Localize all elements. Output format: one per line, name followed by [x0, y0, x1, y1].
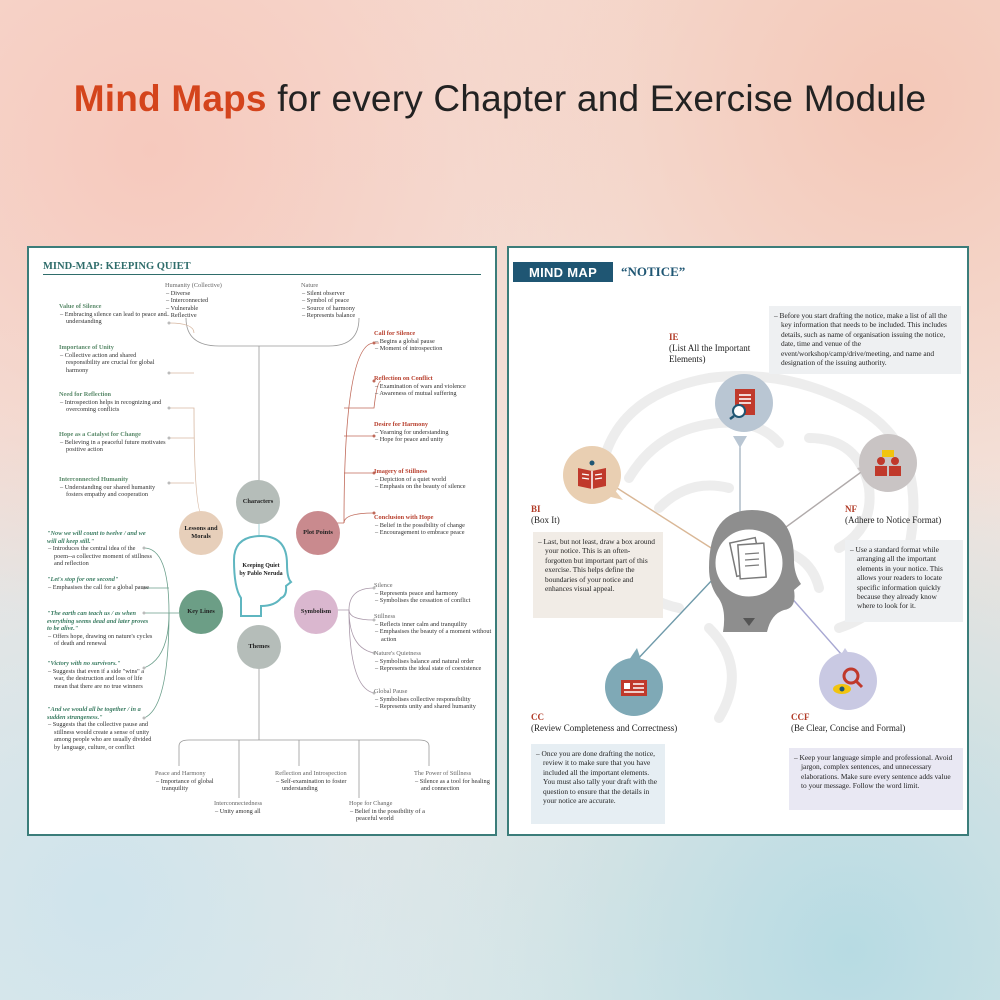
lesson-head: Importance of Unity — [59, 344, 114, 351]
theme-item: – Self-examination to foster understanding — [282, 778, 355, 793]
notice-mindmap-panel — [507, 246, 969, 836]
nf-code: NF — [845, 504, 857, 514]
page-headline — [0, 78, 1000, 120]
lesson-item: – Introspection helps in recognizing and overcoming conflicts — [66, 399, 167, 414]
plot-item: – Begins a global pause — [381, 338, 489, 346]
theme-node — [349, 800, 429, 823]
ccf-label-text: (Be Clear, Concise and Formal) — [791, 723, 906, 733]
theme-item: – Unity among all — [221, 808, 294, 816]
ccf-text: – Keep your language simple and professional. Avoid jargon, complex sentences, and unnecessary elaborations. Make sure every sentence adds value to your message. Follow the word limit. — [801, 753, 956, 791]
key-line-item: – Introduces the central idea of the poem--a collective moment of stillness and reflection — [54, 545, 153, 568]
key-line-node — [47, 530, 153, 568]
theme-head: Interconnectedness — [214, 800, 263, 807]
plot-item: – Awareness of mutual suffering — [381, 390, 492, 398]
plot-item: – Yearning for understanding — [381, 429, 492, 437]
symbol-item: – Symbolises the cessation of conflict — [381, 597, 492, 605]
humanity-item: – Diverse — [172, 290, 275, 298]
ie-label-text: (List All the Important Elements) — [669, 343, 751, 364]
humanity-item: – Vulnerable — [172, 305, 275, 313]
cc-text: – Once you are done drafting the notice, review it to make sure that you have included all the important elements. You must also tally your draft with the question to ensure that the details in your notice are accurate. — [543, 749, 658, 805]
nature-item: – Silent observer — [308, 290, 411, 298]
symbol-node — [374, 688, 492, 711]
symbol-item: – Emphasises the beauty of a moment without action — [381, 628, 492, 643]
theme-node — [214, 800, 294, 815]
plot-node — [374, 375, 492, 398]
theme-node — [275, 770, 355, 793]
theme-item: – Importance of global tranquility — [162, 778, 235, 793]
plot-item: – Examination of wars and violence — [381, 383, 492, 391]
ccf-code: CCF — [791, 712, 810, 722]
symbol-item: – Reflects inner calm and tranquility — [381, 621, 492, 629]
symbolism-bubble: Symbolism — [294, 590, 338, 634]
key-line-node — [47, 576, 153, 591]
plot-item: – Encouragement to embrace peace — [381, 529, 492, 537]
humanity-item: – Reflective — [172, 312, 275, 320]
lesson-head: Hope as a Catalyst for Change — [59, 431, 141, 438]
ccf-box — [789, 748, 963, 810]
plot-node — [374, 330, 489, 353]
lesson-item: – Understanding our shared humanity fosters empathy and cooperation — [66, 484, 167, 499]
key-line-item: – Offers hope, drawing on nature's cycles of death and renewal — [54, 633, 153, 648]
lesson-node — [59, 303, 169, 326]
nature-item: – Represents balance — [308, 312, 411, 320]
key-line-quote: "And we would all be together / in a sudden strangeness." — [47, 706, 141, 721]
bi-code: BI — [531, 504, 541, 514]
theme-head: Peace and Harmony — [155, 770, 206, 777]
plot-head: Conclusion with Hope — [374, 514, 434, 521]
plot-head: Imagery of Stillness — [374, 468, 428, 475]
lesson-item: – Embracing silence can lead to peace and understanding — [66, 311, 169, 326]
key-line-quote: "Now we will count to twelve / and we will all keep still." — [47, 530, 146, 545]
plot-item: – Moment of introspection — [381, 345, 489, 353]
ccf-label — [791, 712, 951, 734]
humanity-node — [165, 282, 275, 320]
lesson-head: Value of Silence — [59, 303, 102, 310]
lessons-bubble: Lessons and Morals — [179, 511, 223, 555]
key-line-quote: "Let's stop for one second" — [47, 576, 119, 583]
lesson-head: Interconnected Humanity — [59, 476, 129, 483]
symbol-node — [374, 613, 492, 643]
plot-node — [374, 468, 492, 491]
key-line-node — [47, 706, 153, 752]
key-line-node — [47, 610, 153, 648]
plot-item: – Belief in the possibility of change — [381, 522, 492, 530]
symbol-item: – Represents unity and shared humanity — [381, 703, 492, 711]
cc-code: CC — [531, 712, 544, 722]
symbol-item: – Represents the ideal state of coexistence — [381, 665, 492, 673]
theme-node — [414, 770, 494, 793]
humanity-item: – Interconnected — [172, 297, 275, 305]
plot-node — [374, 514, 492, 537]
checklist-icon — [617, 670, 651, 704]
theme-item: – Silence as a tool for healing and connection — [421, 778, 494, 793]
nf-label-text: (Adhere to Notice Format) — [845, 515, 942, 525]
center-title: Keeping Quiet by Pablo Neruda — [239, 563, 283, 577]
meeting-icon — [871, 446, 905, 480]
ie-code: IE — [669, 332, 679, 342]
headline-rest: for every Chapter and Exercise Module — [266, 78, 927, 119]
plot-node — [374, 421, 492, 444]
plot-head: Reflection on Conflict — [374, 375, 433, 382]
lesson-node — [59, 476, 167, 499]
characters-bubble: Characters — [236, 480, 280, 524]
lesson-head: Need for Reflection — [59, 391, 111, 398]
theme-head: The Power of Stillness — [414, 770, 472, 777]
document-search-icon — [727, 386, 761, 420]
nf-circle — [859, 434, 917, 492]
symbol-head: Stillness — [374, 613, 396, 620]
ccf-circle — [819, 652, 877, 710]
bi-circle — [563, 446, 621, 504]
magnifier-eye-icon — [831, 664, 865, 698]
symbol-item: – Symbolises balance and natural order — [381, 658, 492, 666]
nf-label — [845, 504, 955, 526]
lesson-node — [59, 344, 167, 374]
theme-item: – Belief in the possibility of a peaceful world — [356, 808, 429, 823]
nf-text: – Use a standard format while arranging all the important elements in your notice. This allows your readers to locate specific information quickly because they already know where to look for it. — [857, 545, 956, 611]
left-panel-title: MIND-MAP: KEEPING QUIET — [43, 261, 191, 272]
key-line-item: – Emphasises the call for a global pause — [54, 584, 153, 592]
key-line-item: – Suggests that even if a side "wins" a war, the destruction and loss of life mean that there are no true winners — [54, 668, 153, 691]
key-line-quote: "The earth can teach us / as when everything seems dead and later proves to be alive." — [47, 610, 149, 633]
nature-item: – Symbol of peace — [308, 297, 411, 305]
symbol-head: Silence — [374, 582, 393, 589]
nf-box — [845, 540, 963, 622]
keeping-quiet-mindmap-panel — [27, 246, 497, 836]
nature-node — [301, 282, 411, 320]
key-line-item: – Suggests that the collective pause and stillness would create a sense of unity among people who are usually divided by language, culture, or conflict — [54, 721, 153, 751]
bi-box — [533, 532, 663, 618]
lesson-item: – Collective action and shared responsibility are crucial for global harmony — [66, 352, 167, 375]
bi-text: – Last, but not least, draw a box around your notice. This is an often-forgotten but important part of this exercise. This helps define the boundaries of your notice and enhances visual appeal. — [545, 537, 656, 593]
plot-item: – Emphasis on the beauty of silence — [381, 483, 492, 491]
key-line-quote: "Victory with no survivors." — [47, 660, 121, 667]
symbol-item: – Represents peace and harmony — [381, 590, 492, 598]
ie-circle — [715, 374, 773, 432]
open-book-icon — [575, 458, 609, 492]
theme-head: Hope for Change — [349, 800, 393, 807]
plot-item: – Hope for peace and unity — [381, 436, 492, 444]
lesson-node — [59, 391, 167, 414]
plot-head: Desire for Harmony — [374, 421, 428, 428]
cc-label-text: (Review Completeness and Correctness) — [531, 723, 678, 733]
themes-bubble: Themes — [237, 625, 281, 669]
symbol-item: – Symbolises collective responsibility — [381, 696, 492, 704]
symbol-node — [374, 650, 492, 673]
cc-box — [531, 744, 665, 824]
theme-head: Reflection and Introspection — [275, 770, 347, 777]
notice-title: “NOTICE” — [621, 264, 686, 279]
plot-points-bubble: Plot Points — [296, 511, 340, 555]
symbol-head: Nature's Quietness — [374, 650, 422, 657]
mind-map-tag: MIND MAP — [513, 262, 613, 282]
headline-accent: Mind Maps — [73, 78, 267, 119]
plot-head: Call for Silence — [374, 330, 416, 337]
ie-text: – Before you start drafting the notice, make a list of all the key information that needs to be included. This includes details, such as name of organisation issuing the notice, date, time and venue of the event/workshop/camp/drive/meeting, and name and designation of the issuing authority. — [781, 311, 954, 367]
ie-box — [769, 306, 961, 374]
key-line-node — [47, 660, 153, 690]
plot-item: – Depiction of a quiet world — [381, 476, 492, 484]
theme-node — [155, 770, 235, 793]
cc-circle — [605, 658, 663, 716]
ie-label — [669, 332, 769, 365]
cc-label — [531, 712, 681, 734]
lesson-node — [59, 431, 167, 454]
nature-head: Nature — [301, 282, 319, 289]
key-lines-bubble: Key Lines — [179, 590, 223, 634]
bi-label-text: (Box It) — [531, 515, 560, 525]
humanity-head: Humanity (Collective) — [165, 282, 222, 289]
lesson-item: – Believing in a peaceful future motivates positive action — [66, 439, 167, 454]
bi-label — [531, 504, 621, 526]
symbol-node — [374, 582, 492, 605]
symbol-head: Global Pause — [374, 688, 408, 695]
nature-item: – Source of harmony — [308, 305, 411, 313]
